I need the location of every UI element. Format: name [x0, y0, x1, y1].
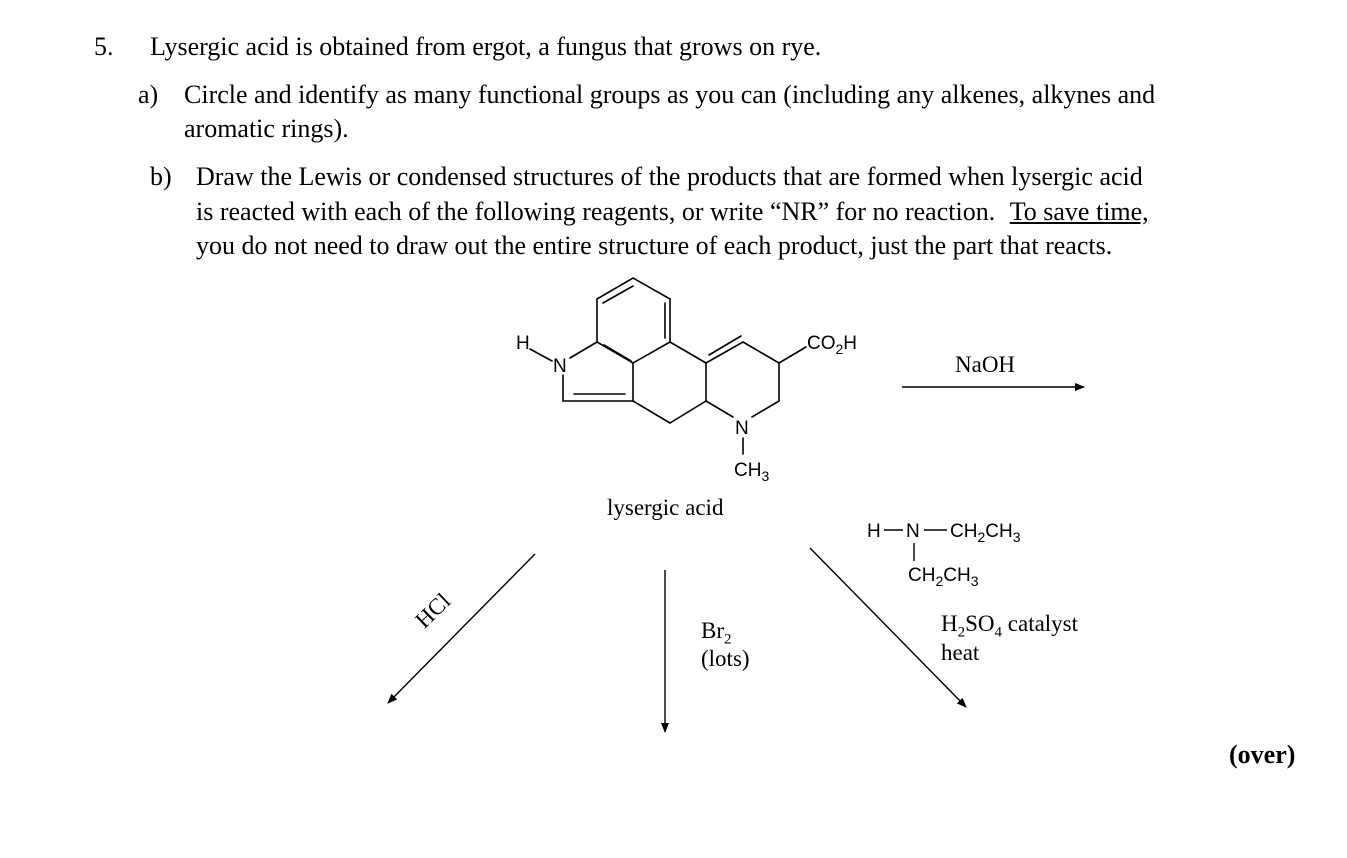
part-b-line1: Draw the Lewis or condensed structures of the products that are formed when lysergic acid: [196, 162, 1143, 191]
amine-h-label: H: [867, 521, 881, 542]
part-a-line2: aromatic rings).: [184, 114, 349, 143]
hcl-label: HCl: [410, 588, 456, 633]
atom-h-label: H: [516, 333, 530, 354]
amine-n-label: N: [906, 521, 920, 542]
molecule-name: lysergic acid: [607, 495, 724, 520]
hcl-arrow: [388, 554, 535, 703]
part-a-line1: Circle and identify as many functional groups as you can (including any alkenes, alkynes and: [184, 80, 1156, 109]
part-b-line3: you do not need to draw out the entire structure of each product, just the part that reacts.: [196, 231, 1113, 260]
atom-n-amine-label: N: [735, 418, 749, 439]
benzene-ring: [597, 278, 670, 363]
question-number: 5.: [94, 32, 114, 61]
part-b-line2-underlined: To save time,: [1009, 197, 1149, 226]
question-stem: Lysergic acid is obtained from ergot, a fungus that grows on rye.: [150, 32, 822, 61]
lysergic-acid-structure: [530, 278, 806, 454]
atom-n-indole-label: N: [553, 356, 567, 377]
part-a-label: a): [138, 80, 159, 109]
part-b-label: b): [150, 162, 172, 191]
amine-ethyl2-label: $CH_2CH_3$: [908, 565, 979, 589]
br2-note: (lots): [701, 646, 750, 671]
part-b-line2-plain: is reacted with each of the following reagents, or write “NR” for no reaction.: [196, 197, 996, 226]
amine-ethyl1-label: $CH_2CH_3$: [950, 521, 1021, 545]
methyl-label: $CH_3$: [734, 460, 770, 484]
heat-label: heat: [941, 640, 980, 665]
br2-label: $Br_2$: [701, 618, 732, 648]
carboxylic-acid-label: $CO_2H$: [807, 333, 858, 357]
naoh-label: NaOH: [955, 352, 1016, 377]
over-label: (over): [1229, 740, 1296, 769]
acid-catalyst-label: $H_2SO_4$ catalyst: [941, 611, 1079, 641]
